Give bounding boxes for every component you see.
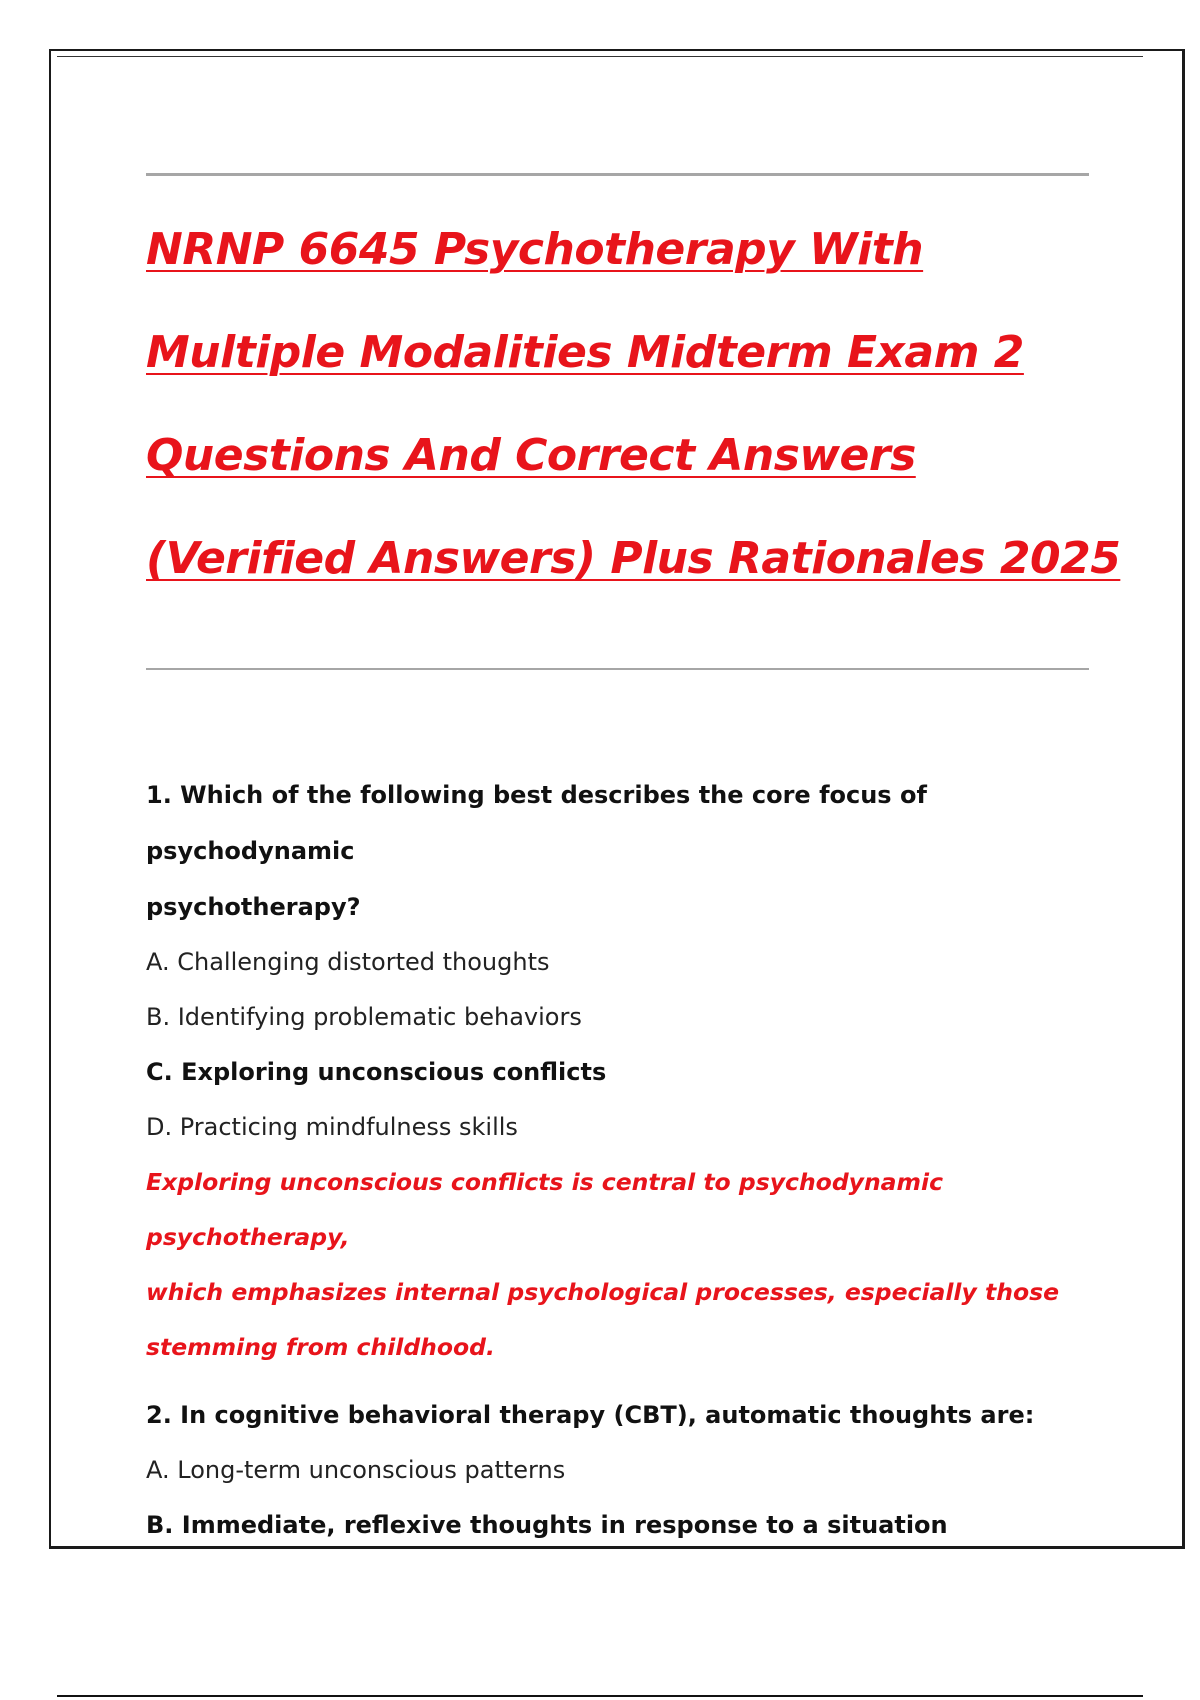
question-text: 2. In cognitive behavioral therapy (CBT), automatic thoughts are: [146,1401,1035,1429]
page-top-rule [57,56,1143,57]
question-1 [146,767,1096,1375]
answer-option-b-correct: B. Immediate, reflexive thoughts in response to a situation [146,1511,948,1539]
question-2 [146,1387,1096,1553]
title-line: Multiple Modalities Midterm Exam 2 [146,327,1024,378]
question-text: 1. Which of the following best describes the core focus of psychodynamic [146,781,927,865]
title-line: (Verified Answers) Plus Rationales 2025 [146,533,1121,584]
questions-section [146,767,1096,1553]
answer-option-b: B. Identifying problematic behaviors [146,1003,582,1031]
title-line: NRNP 6645 Psychotherapy With [146,224,924,275]
title-line: Questions And Correct Answers [146,430,916,481]
answer-option-d: D. Practicing mindfulness skills [146,1113,518,1141]
title-bottom-divider [146,668,1089,670]
answer-option-a: A. Long-term unconscious patterns [146,1456,566,1484]
rationale-text: Exploring unconscious conflicts is central to psychodynamic psychotherapy, which emphasizes internal psychological processes, especially those stemming from childhood. [146,1168,1060,1361]
page-bottom-rule [57,1695,1143,1697]
question-text: psychotherapy? [146,893,361,921]
answer-option-a: A. Challenging distorted thoughts [146,948,550,976]
answer-option-c-correct: C. Exploring unconscious conflicts [146,1058,607,1086]
document-title [146,210,1121,622]
title-top-divider [146,173,1089,176]
